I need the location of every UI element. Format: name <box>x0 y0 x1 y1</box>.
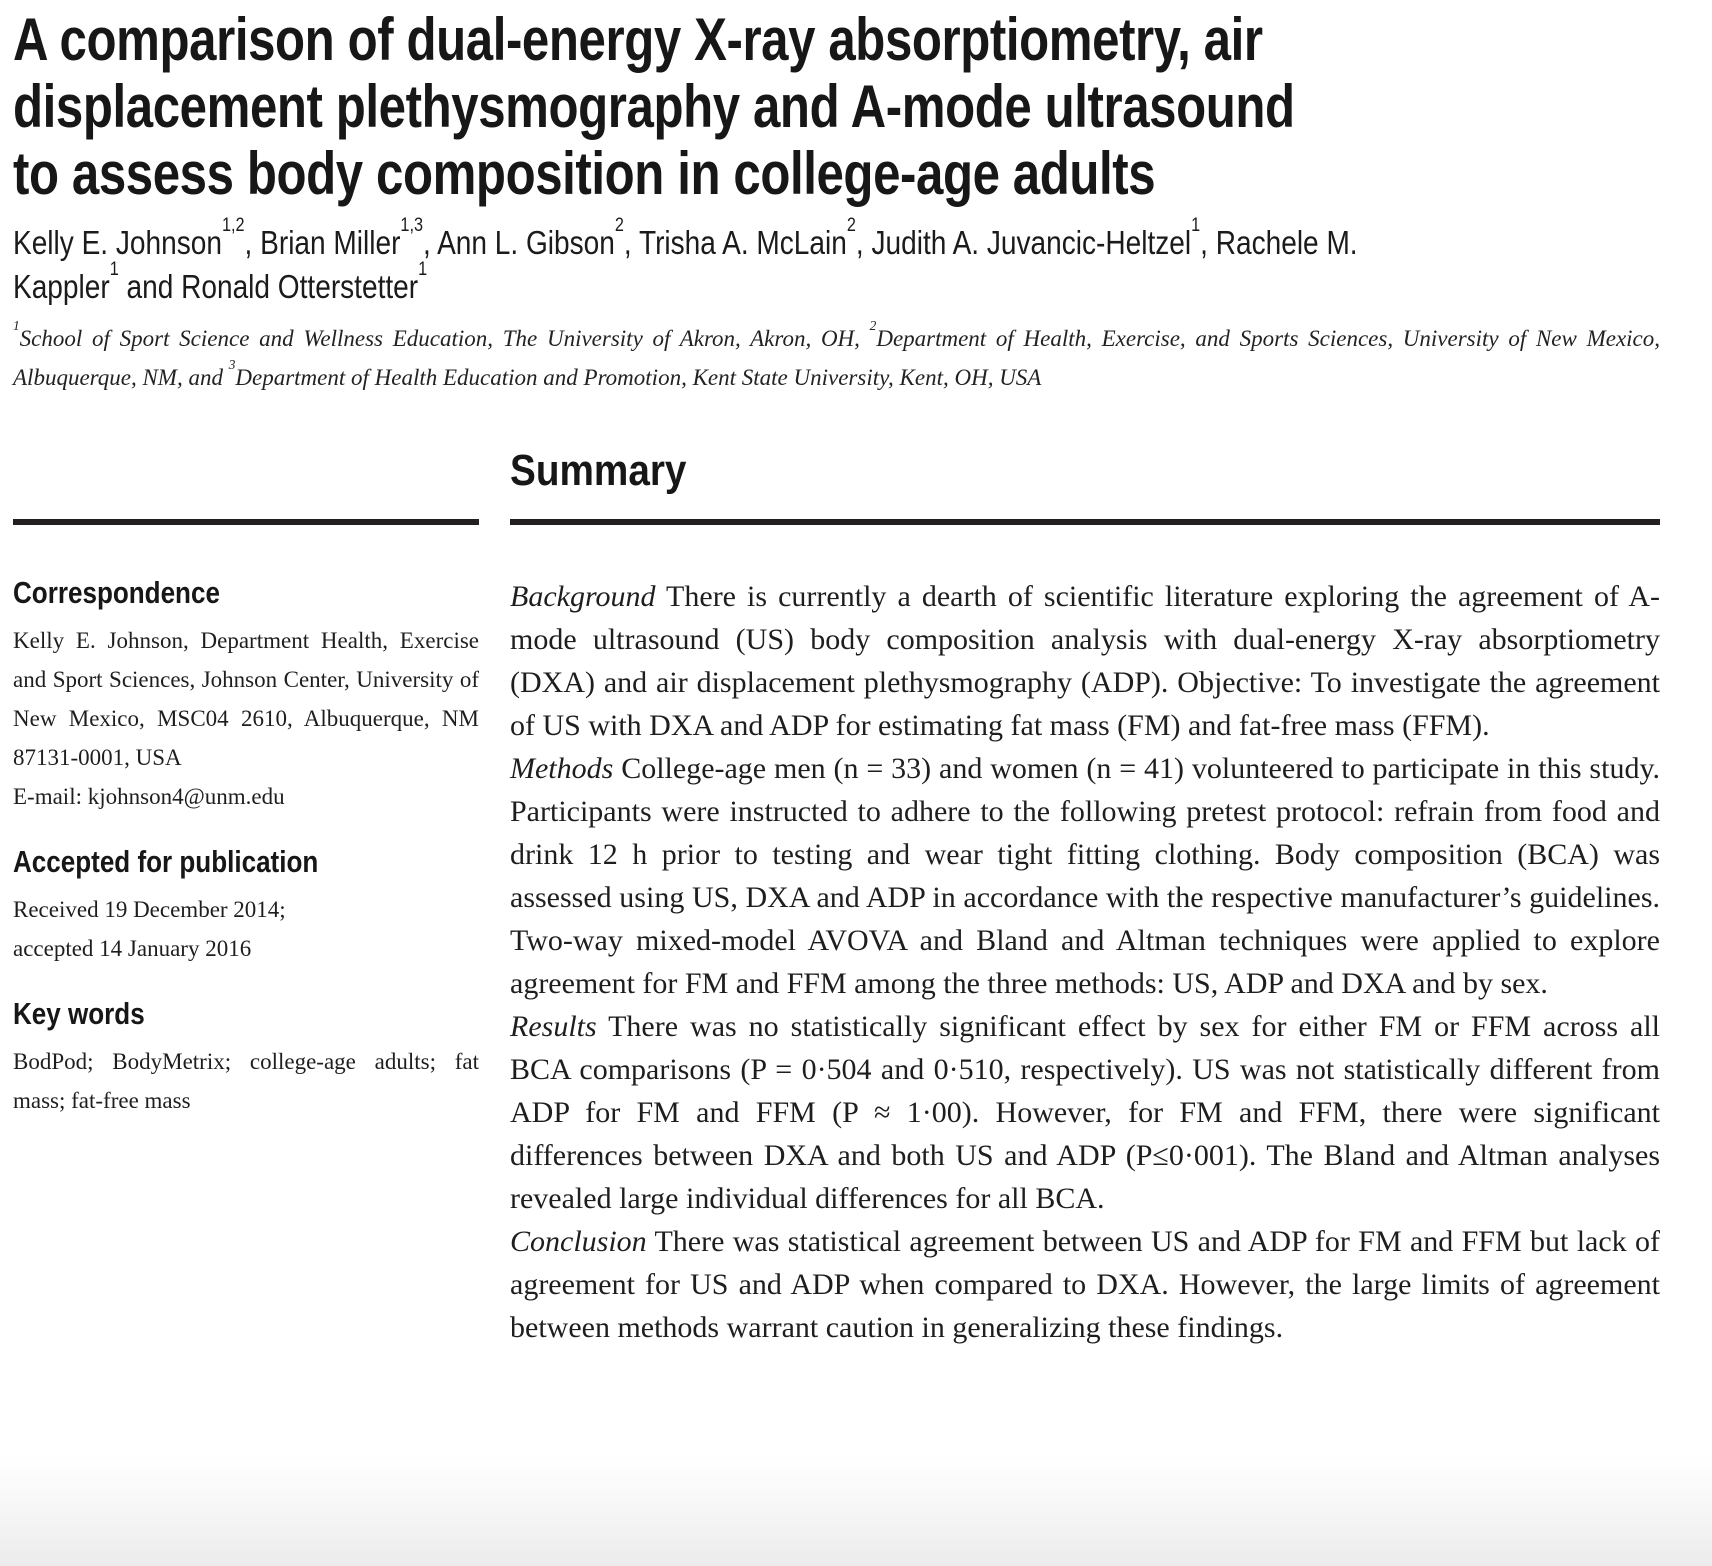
correspondence-address: Kelly E. Johnson, Department Health, Exercise and Sport Sciences, Johnson Center, University of New Mexico, MSC04 2610, Albuquerque, NM 87131-0001, USA <box>13 628 479 770</box>
affiliation-marker: 1 <box>13 318 20 334</box>
summary-paragraph: Background There is currently a dearth of scientific literature exploring the agreement of A-mode ultrasound (US) body composition analysis with dual-energy X-ray absorptiometry (DXA) and air displacement plethysmography (ADP). Objective: To investigate the agreement of US with DXA and ADP for estimating fat mass (FM) and fat-free mass (FFM). <box>510 580 1660 742</box>
affiliation-marker: 3 <box>228 357 236 373</box>
accepted-date: accepted 14 January 2016 <box>13 936 252 961</box>
summary-heading: Summary <box>510 446 687 495</box>
section-divider <box>13 519 1660 525</box>
author-affiliation-marker: 2 <box>614 215 624 237</box>
summary-paragraph: Results There was no statistically significant effect by sex for either FM or FFM across all BCA comparisons (P = 0·504 and 0·510, respectively). US was not statistically different from ADP for FM and FFM (P ≈ 1·00). However, for FM and FFM, there were significant differences between DXA and both US and ADP (P≤0·001). The Bland and Altman analyses revealed large individual differences for all BCA. <box>510 1010 1660 1215</box>
divider-rule-right <box>510 519 1660 525</box>
summary-paragraph: Conclusion There was statistical agreement between US and ADP for FM and FFM but lack of agreement for US and ADP when compared to DXA. However, the large limits of agreement between methods warrant caution in generalizing these findings. <box>510 1225 1660 1344</box>
author-affiliation-marker: 1 <box>109 259 119 281</box>
affiliation-marker: 2 <box>869 318 877 334</box>
correspondence-heading: Correspondence <box>13 575 220 610</box>
received-date: Received 19 December 2014; <box>13 897 286 922</box>
keywords-heading: Key words <box>13 996 145 1031</box>
paragraph-lead: Results <box>510 1010 597 1043</box>
paragraph-lead: Conclusion <box>510 1225 647 1258</box>
summary-paragraphs <box>510 575 1660 1349</box>
article-title: A comparison of dual-energy X-ray absorptiometry, air displacement plethysmography and A-mode ultrasound to assess body composition in college-age adults <box>13 6 1295 207</box>
divider-rule-left <box>13 519 479 525</box>
paragraph-lead: Background <box>510 580 656 613</box>
accepted-heading: Accepted for publication <box>13 844 319 879</box>
author-list: Kelly E. Johnson$^{1,2}$, Brian Miller$^{1,3}$, Ann L. Gibson$^2$, Trisha A. McLain$^2$, Judith A. Juvancic-Heltzel$^1$, Rachele M. Kappler$^1$ and Ronald Otterstetter$^1$ <box>13 215 1358 305</box>
paragraph-lead: Methods <box>510 752 614 785</box>
author-affiliation-marker: 1,3 <box>400 215 424 237</box>
author-affiliation-marker: 1 <box>418 259 428 281</box>
correspondence-email: E-mail: kjohnson4@unm.edu <box>13 784 285 809</box>
keywords-list: BodPod; BodyMetrix; college-age adults; fat mass; fat-free mass <box>13 1049 479 1113</box>
author-affiliation-marker: 1,2 <box>221 215 245 237</box>
content-columns <box>13 575 1660 1349</box>
author-affiliation-marker: 1 <box>1191 215 1201 237</box>
sidebar <box>13 575 479 1349</box>
author-affiliation-marker: 2 <box>846 215 856 237</box>
affiliation-list: $^1$School of Sport Science and Wellness Education, The University of Akron, Akron, OH, $^2$Department of Health, Exercise, and Sports Sciences, University of New Mexico, Albuquerque, NM, and $^3$Department of Health Education and Promotion, Kent State University, Kent, OH, USA <box>13 318 1660 390</box>
summary-paragraph: Methods College-age men (n = 33) and women (n = 41) volunteered to participate in this study. Participants were instructed to adhere to the following pretest protocol: refrain from food and drink 12 h prior to testing and wear tight fitting clothing. Body composition (BCA) was assessed using US, DXA and ADP in accordance with the respective manufacturer’s guidelines. Two-way mixed-model AVOVA and Bland and Altman techniques were applied to explore agreement for FM and FFM among the three methods: US, ADP and DXA and by sex. <box>510 752 1660 1000</box>
